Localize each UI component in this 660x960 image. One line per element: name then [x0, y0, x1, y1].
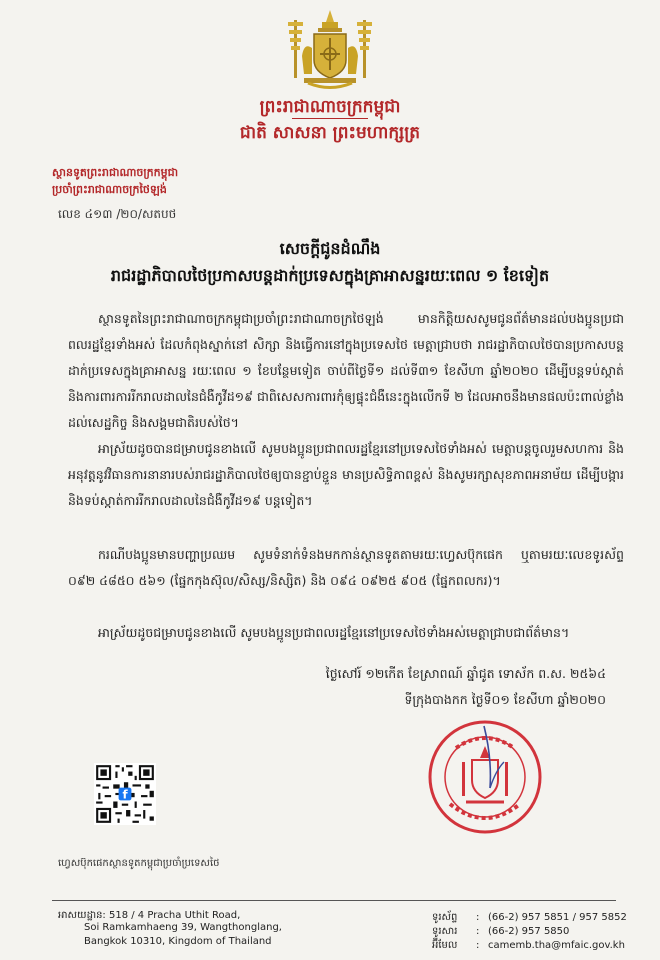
body-paragraph-1: ស្ថានទូតនៃព្រះរាជាណាចក្រកម្ពុជាប្រចាំព្រះរាជាណាចក្រថៃឡង់ មានកិត្តិយសសូមជូនព័ត៌មានដល់បងប្អូនប្រជាពលរដ្ឋខ្មែរទាំងអស់ ដែលកំពុងស្នាក់នៅ សិក្សា និងធ្វើការនៅក្នុងប្រទេសថៃ មេត្តាជ្រាបថា រាជរដ្ឋាភិបាលថៃបានប្រកាសបន្តដាក់ប្រទេសក្នុងគ្រាអាសន្ន រយៈពេល ១ ខែបន្ថែមទៀត ចាប់ពីថ្ងៃទី១ ដល់ទី៣១ ខែសីហា ឆ្នាំ២០២០ ដើម្បីបន្តទប់ស្កាត់ និងការពារការរីករាលដាលនៃជំងឺកូវីដ១៩ ជាពិសេសការពារកុំឲ្យផ្ទុះជំងឺនេះក្នុងលើកទី ២ ដែលអាចនឹងមានផលប៉ះពាល់ខ្លាំងដល់សេដ្ឋកិច្ច និងសង្គមជាតិរបស់ថៃ។: [68, 311, 624, 430]
kingdom-name: ព្រះរាជាណាចក្រកម្ពុជា: [259, 97, 401, 117]
sender-embassy: ស្ថានទូតព្រះរាជាណាចក្រកម្ពុជា: [52, 166, 179, 179]
document-title: សេចក្តីជូនដំណឹង: [279, 239, 381, 258]
reference-number: លេខ ៤១៣ /២០/សតបថ: [58, 207, 177, 221]
email-label: អ៊ីមែល: [432, 940, 458, 951]
sender-location: ប្រចាំព្រះរាជាណាចក្រថៃឡង់: [52, 183, 167, 196]
phone-label: ទូរស័ព្ទ: [432, 912, 458, 923]
body-paragraph-2: អាស្រ័យដូចបានជម្រាបជូនខាងលើ សូមបងប្អូនប្រជាពលរដ្ឋខ្មែរនៅប្រទេសថៃទាំងអស់ មេត្តាបន្តចូលរួមសហការ និងអនុវត្តនូវវិធានការនានារបស់រាជរដ្ឋាភិបាលថៃឲ្យបានខ្ជាប់ខ្ជួន មានប្រសិទ្ធិភាពខ្ពស់ និងសូមរក្សាសុខភាពអនាម័យ ដើម្បីបង្ការ និងទប់ស្កាត់ការរីករាលដាលនៃជំងឺកូវីដ១៩ បន្តទៀត។: [68, 441, 624, 508]
royal-emblem-icon: [280, 8, 380, 92]
phone-value: (66-2) 957 5851 / 957 5852: [488, 912, 627, 923]
email-link[interactable]: camemb.tha@mfaic.gov.kh: [488, 940, 625, 951]
body-paragraph-4: អាស្រ័យដូចជម្រាបជូនខាងលើ សូមបងប្អូនប្រជាពលរដ្ឋខ្មែរនៅប្រទេសថៃទាំងអស់មេត្តាជ្រាបជាព័ត៌មាន។: [98, 625, 570, 640]
address-line-2: Soi Ramkamhaeng 39, Wangthonglang,: [84, 922, 282, 933]
header-divider: [292, 118, 368, 119]
fax-separator: :: [476, 926, 480, 937]
footer-divider: [52, 900, 616, 901]
fax-value: (66-2) 957 5850: [488, 926, 570, 937]
fax-label: ទូរសារ: [432, 926, 458, 937]
contact-phone: [432, 910, 627, 925]
address-line-1: អាសយដ្ឋាន: 518 / 4 Pracha Uthit Road,: [58, 910, 241, 921]
lunar-date: ថ្ងៃសៅរ៍ ១២កើត ខែស្រាពណ៍ ឆ្នាំជូត ទោស័ក ព.ស. ២៥៦៤: [325, 666, 606, 681]
place-and-date: ទីក្រុងបាងកក ថ្ងៃទី០១ ខែសីហា ឆ្នាំ២០២០: [404, 692, 606, 707]
national-motto: ជាតិ សាសនា ព្រះមហាក្សត្រ: [239, 123, 421, 143]
document-subtitle: រាជរដ្ឋាភិបាលថៃប្រកាសបន្តដាក់ប្រទេសក្នុងគ្រាអាសន្នរយៈពេល ១ ខែទៀត: [110, 266, 550, 285]
address-line-3: Bangkok 10310, Kingdom of Thailand: [84, 936, 272, 947]
qr-code-icon[interactable]: [94, 763, 156, 825]
email-separator: :: [476, 940, 480, 951]
qr-caption: ហ្វេសប៊ុកផេកស្ថានទូតកម្ពុជាប្រចាំប្រទេសថៃ: [58, 858, 220, 869]
svg-text:f: f: [122, 787, 128, 802]
contact-email: [432, 938, 625, 953]
body-paragraph-3: ករណីបងប្អូនមានបញ្ហាប្រឈម សូមទំនាក់ទំនងមកកាន់ស្ថានទូតតាមរយៈហ្វេសប៊ុកផេក ឬតាមរយៈលេខទូរស័ព្ទ ០៩២ ៤៨៥០ ៥៦១ (ផ្នែកកុងស៊ុល/សិស្ស/និស្សិត) និង ០៩៤ ០៩២៥ ៩០៥ (ផ្នែកពលករ)។: [68, 547, 624, 588]
phone-separator: :: [476, 912, 480, 923]
contact-fax: [432, 924, 569, 939]
embassy-seal-icon: [426, 718, 544, 836]
